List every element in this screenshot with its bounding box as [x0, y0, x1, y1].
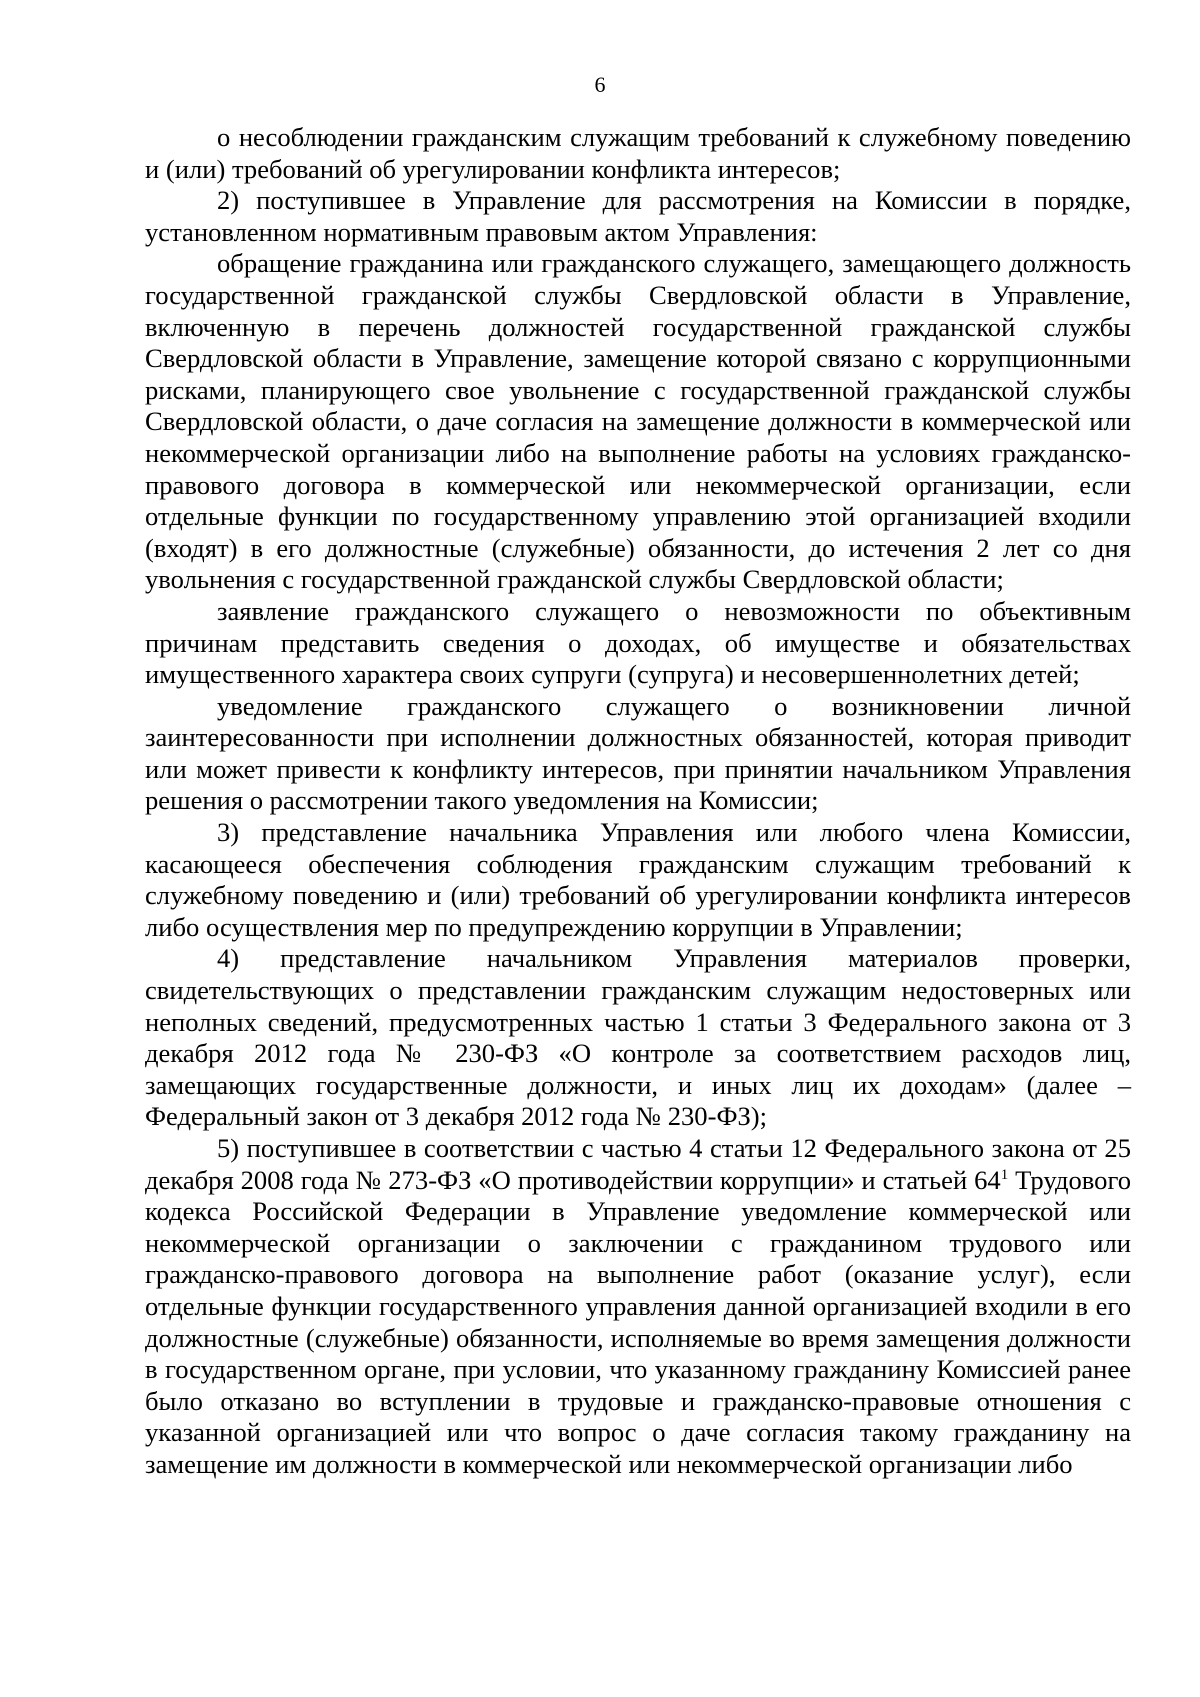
paragraph-text-part: Трудового кодекса Российской Федерации в Управление уведомление коммерческой или некоммерческой организации о заключении с гражданином трудового или гражданско-правового договора на выполнение работ (оказание услуг), если отдельные функции государственного управления данной организацией входили в его должностные (служебные) обязанности, исполняемые во время замещения должности в государственном органе, при условии, что указанному гражданину Комиссией ранее было отказано во вступлении в трудовые и гражданско-правовые отношения с указанной организацией или что вопрос о даче согласия такому гражданину на замещение им должности в коммерческой или некоммерческой организации либо — [145, 1164, 1131, 1479]
paragraph: уведомление гражданского служащего о возникновении личной заинтересованности при исполнении должностных обязанностей, которая приводит или может привести к конфликту интересов, при принятии начальником Управления решения о рассмотрении такого уведомления на Комиссии; — [145, 690, 1131, 816]
paragraph: заявление гражданского служащего о невозможности по объективным причинам представить сведения о доходах, об имуществе и обязательствах имущественного характера своих супруги (супруга) и несовершеннолетних детей; — [145, 595, 1131, 690]
document-body — [145, 122, 1131, 1481]
paragraph-last — [145, 1133, 1131, 1481]
paragraph: 2) поступившее в Управление для рассмотрения на Комиссии в порядке, установленном нормативным правовым актом Управления: — [145, 185, 1131, 247]
paragraph: о несоблюдении гражданским служащим требований к служебному поведению и (или) требований об урегулировании конфликта интересов; — [145, 122, 1131, 184]
paragraph: 4) представление начальником Управления материалов проверки, свидетельствующих о представлении гражданским служащим недостоверных или неполных сведений, предусмотренных частью 1 статьи 3 Федерального закона от 3 декабря 2012 года № 230-ФЗ «О контроле за соответствием расходов лиц, замещающих государственные должности, и иных лиц их доходам» (далее – Федеральный закон от 3 декабря 2012 года № 230-ФЗ); — [145, 943, 1131, 1132]
page-number: 6 — [594, 72, 606, 97]
paragraph-text-part: 5) поступившее в соответствии с частью 4 статьи 12 Федерального закона от 25 декабря 2008 года № 273-ФЗ «О противодействии коррупции» и статьей 64 — [145, 1133, 1131, 1195]
paragraph: 3) представление начальника Управления или любого члена Комиссии, касающееся обеспечения соблюдения гражданским служащим требований к служебному поведению и (или) требований об урегулировании конфликта интересов либо осуществления мер по предупреждению коррупции в Управлении; — [145, 817, 1131, 942]
superscript: 1 — [1000, 1166, 1009, 1183]
paragraph: обращение гражданина или гражданского служащего, замещающего должность государственной гражданской службы Свердловской области в Управление, включенную в перечень должностей государственной гражданской службы Свердловской области в Управление, замещение которой связано с коррупционными рисками, планирующего свое увольнение с государственной гражданской службы Свердловской области, о даче согласия на замещение должности в коммерческой или некоммерческой организации либо на выполнение работы на условиях гражданско-правового договора в коммерческой или некоммерческой организации, если отдельные функции по государственному управлению этой организацией входили (входят) в его должностные (служебные) обязанности, до истечения 2 лет со дня увольнения с государственной гражданской службы Свердловской области; — [145, 248, 1131, 595]
